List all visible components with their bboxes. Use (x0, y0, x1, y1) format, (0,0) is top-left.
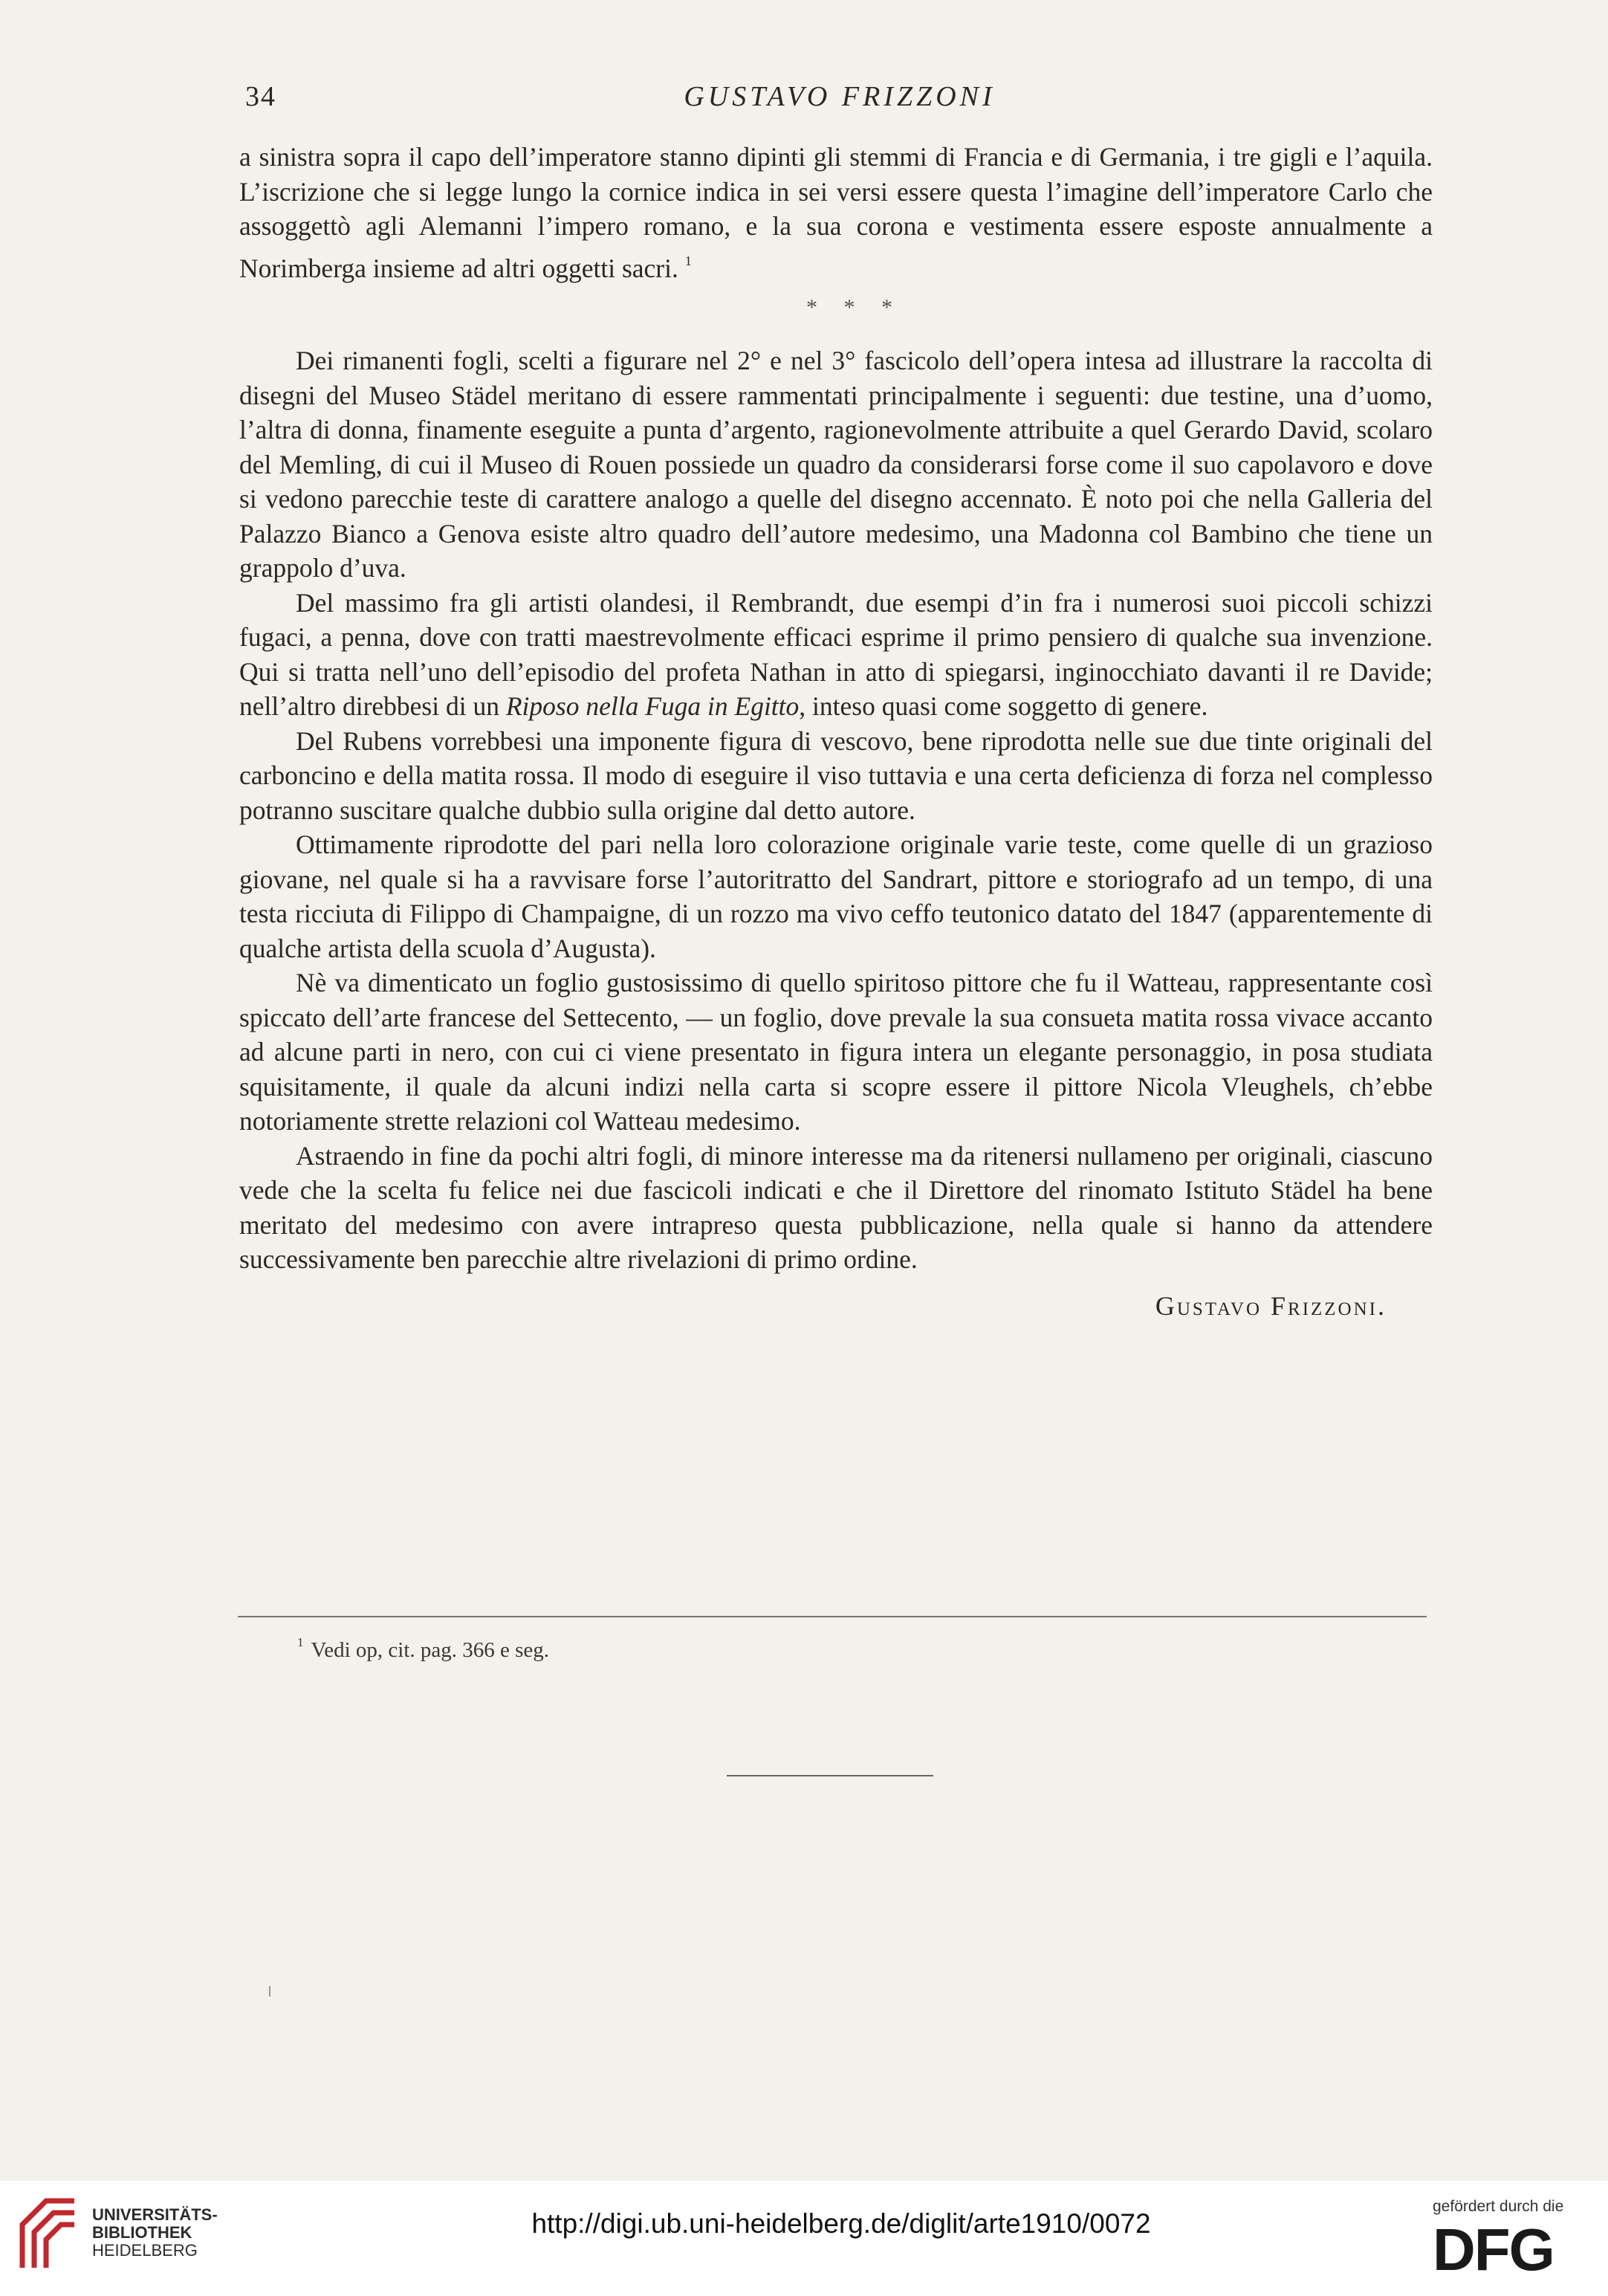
rembrandt-italic-title: Riposo nella Fuga in Egitto (505, 691, 800, 721)
page-header (245, 80, 1434, 117)
rembrandt-text-after: , inteso quasi come soggetto di genere. (799, 691, 1208, 721)
dfg-logo: DFG (1433, 2216, 1554, 2283)
library-name-line1: UNIVERSITÄTS- (92, 2205, 218, 2224)
footnote-divider (238, 1616, 1427, 1617)
paragraph-teste: Ottimamente riprodotte del pari nella loro colorazione originale varie teste, come quelle di un grazioso giovane, nel quale si ha a ravvisare forse l’autoritratto del Sandrart, pittore e storiografo ad un tempo, di una testa ricciuta di Filippo di Champaigne, di un rozzo ma vivo ceffo teutonico datato del 1847 (apparentemente di qualche artista della scuola d’Augusta). (239, 830, 1433, 963)
body-text (239, 140, 1433, 1323)
source-url-link[interactable]: http://digi.ub.uni-heidelberg.de/diglit/arte1910/0072 (531, 2208, 1151, 2239)
intro-paragraph-text: a sinistra sopra il capo dell’imperatore stanno dipinti gli stemmi di Francia e di Germania, i tre gigli e l’aquila. L’iscrizione che si legge lungo la cornice indica in sei versi essere questa l’imagine dell’imperatore Carlo che assoggettò agli Alemanni l’impero romano, e la sua corona e vestimenta essere esposte annualmente a Norimberga insieme ad altri oggetti sacri. (239, 142, 1433, 283)
library-name-line3: HEIDELBERG (92, 2241, 198, 2260)
paragraph-rubens: Del Rubens vorrebbesi una imponente figura di vescovo, bene riprodotta nelle sue due tinte originali del carboncino e della matita rossa. Il modo di eseguire il viso tuttavia e una certa deficienza di forza nel complesso potranno suscitare qualche dubbio sulla origine dal detto autore. (239, 725, 1433, 825)
paragraph-watteau: Nè va dimenticato un foglio gustosissimo di quello spiritoso pittore che fu il Watteau, rappresentante così spiccato dell’arte francese del Settecento, — un foglio, dove prevale la sua consueta matita rossa vivace accanto ad alcune parti in nero, con cui ci viene presentato in figura intera un elegante personaggio, in posa studiata squisitamente, il quale da alcuni indizi nella carta si scopre essere il pittore Nicola Vleughels, ch’ebbe notoriamente strette relazioni col Watteau medesimo. (239, 968, 1433, 1136)
paragraph-gerardo-david: Dei rimanenti fogli, scelti a figurare nel 2° e nel 3° fascicolo dell’opera intesa ad illustrare la raccolta di disegni del Museo Städel meritano di essere rammentati principalmente i seguenti: due testine, una d’uomo, l’altra di donna, finamente eseguite a punta d’argento, ragionevolmente attribuite a quel Gerardo David, scolaro del Memling, di cui il Museo di Rouen possiede un quadro da considerarsi forse come il suo capolavoro e dove si vedono parecchie teste di carattere analogo a quelle del disegno accennato. È noto poi che nella Galleria del Palazzo Bianco a Genova esiste altro quadro dell’autore medesimo, una Madonna col Bambino che tiene un grappolo d’uva. (239, 346, 1433, 583)
running-title: GUSTAVO FRIZZONI (684, 81, 996, 112)
footnote (297, 1635, 549, 1663)
rembrandt-text-before: Del massimo fra gli artisti olandesi, il Rembrandt, due esempi d’in fra i numerosi suoi piccoli schizzi fugaci, a penna, dove con tratti maestrevolmente efficaci esprime il primo pensiero di qualche sua invenzione. Qui si tratta nell’uno dell’episodio del profeta Nathan in atto di spiegarsi, inginocchiato davanti il re Davide; nell’altro direbbesi di un (239, 587, 1433, 721)
library-name-line2: BIBLIOTHEK (92, 2223, 192, 2242)
section-asterism: * * * (806, 295, 903, 320)
author-signature: Gustavo Frizzoni. (1155, 1290, 1387, 1321)
paper-speck (269, 1986, 270, 1996)
footnote-marker: 1 (297, 1635, 304, 1649)
funding-caption: gefördert durch die (1433, 2198, 1564, 2215)
end-of-chapter-rule (727, 1775, 933, 1776)
footnote-text: Vedi op, cit. pag. 366 e seg. (311, 1638, 550, 1662)
paragraph-conclusion: Astraendo in fine da pochi altri fogli, di minore interesse ma da ritenersi nullameno per originali, ciascuno vede che la scelta fu felice nei due fascicoli indicati e che il Direttore del rinomato Istituto Städel ha bene meritato del medesimo con avere intrapreso questa pubblicazione, nella quale si hanno da attendere successivamente ben parecchie altre rivelazioni di primo ordine. (239, 1140, 1433, 1274)
paragraph-rembrandt (239, 586, 1433, 724)
intro-paragraph (239, 140, 1433, 285)
page-number: 34 (245, 81, 276, 112)
footnote-reference: 1 (684, 253, 692, 268)
